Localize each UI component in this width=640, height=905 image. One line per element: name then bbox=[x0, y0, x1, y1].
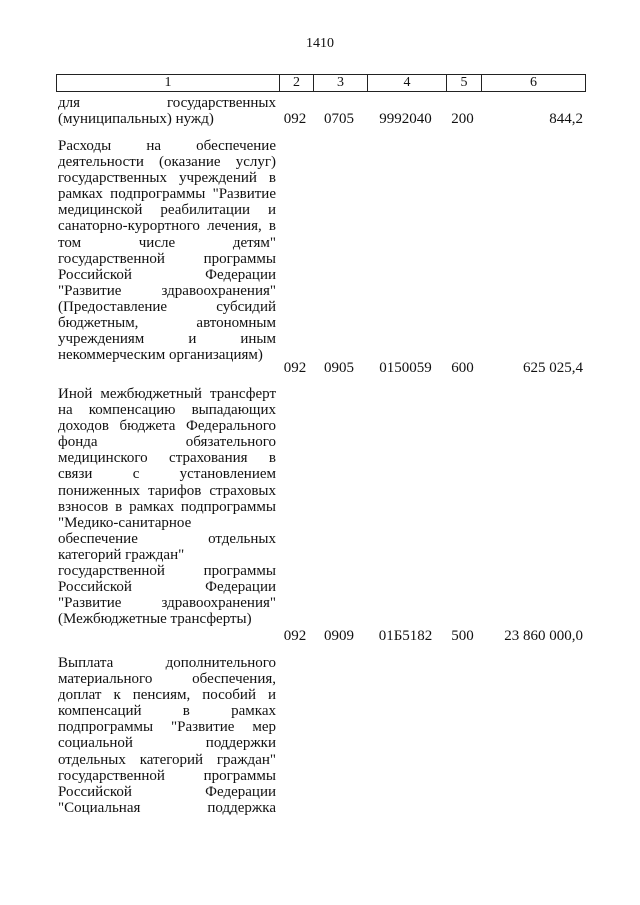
desc-line: "Социальная поддержка bbox=[58, 799, 276, 816]
desc-line: государственной программы bbox=[58, 250, 276, 267]
desc-line: (Предоставление субсидий bbox=[58, 298, 276, 315]
desc-line: Российской Федерации bbox=[58, 266, 276, 283]
cell-col4: 0150059 bbox=[379, 360, 432, 376]
column-header-3: 3 bbox=[313, 75, 367, 91]
desc-line: взносов в рамках подпрограммы bbox=[58, 498, 276, 515]
row-description bbox=[58, 138, 276, 363]
desc-line: деятельности (оказание услуг) bbox=[58, 154, 276, 171]
desc-line: медицинской реабилитации и bbox=[58, 202, 276, 219]
desc-line: "Развитие здравоохранения" bbox=[58, 595, 276, 612]
desc-line: (Межбюджетные трансферты) bbox=[58, 611, 252, 628]
desc-line: отдельных категорий граждан" bbox=[58, 751, 276, 768]
desc-line: государственных учреждений в bbox=[58, 170, 276, 187]
cell-col5: 500 bbox=[451, 628, 474, 644]
desc-line: "Развитие здравоохранения" bbox=[58, 282, 276, 299]
desc-line: рамках подпрограммы "Развитие bbox=[58, 186, 276, 203]
column-header-5: 5 bbox=[446, 75, 481, 91]
cell-col4: 01Б5182 bbox=[378, 628, 433, 644]
desc-line: на компенсацию выпадающих bbox=[58, 402, 276, 419]
cell-col3: 0909 bbox=[324, 628, 354, 644]
desc-line: социальной поддержки bbox=[58, 735, 276, 752]
desc-line: фонда обязательного bbox=[58, 434, 276, 451]
desc-line: учреждениям и иным bbox=[58, 331, 276, 348]
cell-col2: 092 bbox=[283, 628, 307, 644]
cell-col4: 9992040 bbox=[379, 111, 432, 127]
desc-line: компенсаций в рамках bbox=[58, 703, 276, 720]
desc-line: связи с установлением bbox=[58, 466, 276, 483]
row-description bbox=[58, 655, 276, 816]
cell-col6: 844,2 bbox=[549, 111, 583, 127]
desc-line: некоммерческим организациям) bbox=[58, 347, 263, 364]
desc-line: категорий граждан" bbox=[58, 546, 185, 563]
cell-col5: 600 bbox=[451, 360, 474, 376]
column-header-2: 2 bbox=[279, 75, 313, 91]
row-description bbox=[58, 386, 276, 627]
desc-line: доплат к пенсиям, пособий и bbox=[58, 687, 276, 704]
table-row bbox=[56, 138, 586, 378]
row-description bbox=[58, 95, 276, 127]
desc-line: доходов бюджета Федерального bbox=[58, 418, 276, 435]
desc-line: медицинского страхования в bbox=[58, 450, 276, 467]
desc-line: обеспечение отдельных bbox=[58, 530, 276, 547]
cell-col5: 200 bbox=[451, 111, 474, 127]
cell-col6: 23 860 000,0 bbox=[504, 628, 583, 644]
desc-line: Расходы на обеспечение bbox=[58, 138, 276, 154]
cell-col3: 0905 bbox=[324, 360, 354, 376]
desc-line: пониженных тарифов страховых bbox=[58, 482, 276, 499]
table-row bbox=[56, 95, 586, 135]
page-number: 1410 bbox=[306, 36, 334, 51]
cell-col2: 092 bbox=[283, 111, 307, 127]
column-header-6: 6 bbox=[481, 75, 585, 91]
desc-line: для государственных bbox=[58, 95, 276, 111]
desc-line: санаторно-курортного лечения, в bbox=[58, 218, 276, 235]
desc-line: государственной программы bbox=[58, 563, 276, 580]
desc-line: государственной программы bbox=[58, 767, 276, 784]
desc-line: Выплата дополнительного bbox=[58, 655, 276, 671]
table-row bbox=[56, 386, 586, 646]
desc-line: Российской Федерации bbox=[58, 783, 276, 800]
desc-line: Российской Федерации bbox=[58, 579, 276, 596]
cell-col3: 0705 bbox=[324, 111, 354, 127]
desc-line: бюджетным, автономным bbox=[58, 315, 276, 332]
column-header-4: 4 bbox=[367, 75, 446, 91]
desc-line: том числе детям" bbox=[58, 234, 276, 251]
desc-line: материального обеспечения, bbox=[58, 671, 276, 688]
desc-line: подпрограммы "Развитие мер bbox=[58, 719, 276, 736]
cell-col2: 092 bbox=[283, 360, 307, 376]
desc-line: (муниципальных) нужд) bbox=[58, 111, 214, 128]
cell-col6: 625 025,4 bbox=[523, 360, 583, 376]
table-header bbox=[56, 74, 586, 92]
desc-line: "Медико-санитарное bbox=[58, 514, 192, 531]
column-header-1: 1 bbox=[164, 75, 172, 90]
table-row bbox=[56, 655, 586, 830]
desc-line: Иной межбюджетный трансферт bbox=[58, 386, 276, 402]
